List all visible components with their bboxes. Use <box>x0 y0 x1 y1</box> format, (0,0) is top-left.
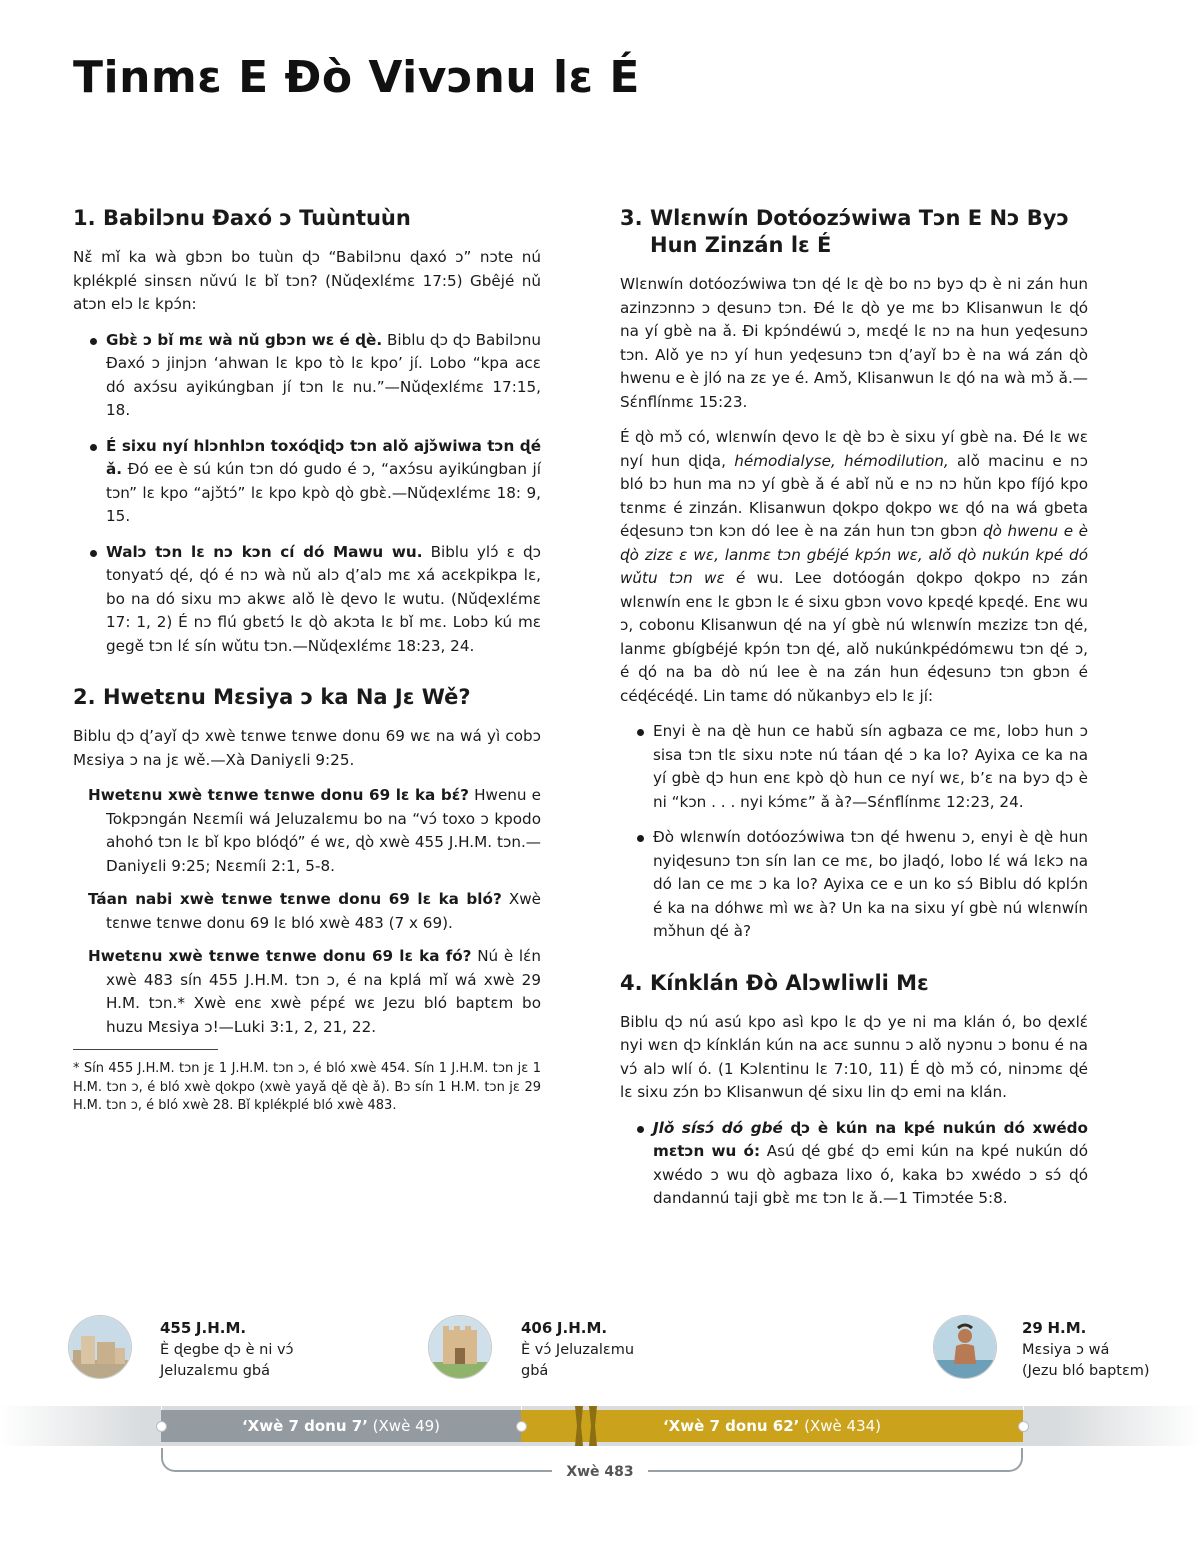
footnote-divider <box>73 1049 218 1050</box>
timeline-tick <box>1023 1398 1024 1410</box>
section-1-list <box>73 329 541 659</box>
section-1-heading: 1. Babilɔnu Ðaxó ɔ Tuùntuùn <box>73 206 411 230</box>
timeline-event-455: 455 J.H.M. È ɖegbe ɖɔ è ni vɔ́ Jeluzalɛmu gbá <box>160 1319 294 1379</box>
list-item: Ðò wlɛnwín dotóozɔ́wiwa tɔn ɖé hwenu ɔ, enyi è ɖè hun nyiɖesunɔ tɔn sín lan ce mɛ, bo jlaɖó, lobo lɛ́ wá lɛkɔ na dó lan ce mɛ ɔ ka lo? Ayixa ce e un ko sɔ́ Biblu dó kplɔ́n é ka na dóhwɛ mì wɛ à? Un ka na sixu yí gbè nú wlɛnwín mɔ̌hun ɖé à? <box>635 826 1088 944</box>
section-2-intro: Biblu ɖɔ ɖ’ayǐ ɖɔ xwè tɛnwe tɛnwe donu 69 wɛ na wá yì cobɔ Mɛsiya ɔ na jɛ wě.—Xà Daniyɛli 9:25. <box>73 727 541 769</box>
page-title: Tinmɛ E Ðò Vivɔnu lɛ É <box>73 52 640 103</box>
section-4-paragraph: Biblu ɖɔ nú asú kpo asì kpo lɛ ɖɔ ye ni ma klán ó, bo ɖexlɛ́ nyi wɛn ɖɔ kínklán kún na acɛ sunnu ɔ alǒ nyɔnu ɔ bonu é na vɔ́ alɔ wlí ó. (1 Kɔlɛntinu lɛ 7:10, 11) É ɖò mɔ̌ có, ninɔmɛ ɖé lɛ sixu zɔ́n bɔ Klisanwun ɖé sixu lin ɖɔ emi na klán. <box>620 1012 1088 1101</box>
timeline-total-label: Xwè 483 <box>552 1464 648 1480</box>
section-4-heading: 4. Kínklán Ðò Alɔwliwli Mɛ <box>620 970 929 995</box>
timeline-dot <box>1018 1421 1029 1432</box>
list-item: É sixu nyí hlɔnhlɔn toxóɖiɖɔ tɔn alǒ ajɔ̌wiwa tɔn ɖé ǎ. Ðó ee è sú kún tɔn dó gudo é ɔ, “axɔ́su ayikúngban jí tɔn” lɛ kpo “ajɔ̌tɔ́” lɛ kpo kpò ɖò gbɛ̀.—Nǔɖexlɛ́mɛ 18: 9, 15. <box>88 435 541 529</box>
section-3-list <box>620 720 1088 944</box>
list-item: Enyi è na ɖè hun ce habǔ sín agbaza ce mɛ, lobɔ hun ɔ sisa tɔn tlɛ sixu nɔte nú táan ɖé ɔ ka lo? Ayixa ce ka na yí gbè ɖɔ hun enɛ kpò ɖò hun ce nyí wɛ, b’ɛ na byɔ ɖɔ è ni “kɔn . . . nyi kɔ́mɛ” ǎ à?—Sɛ́nflínmɛ 12:23, 24. <box>635 720 1088 814</box>
section-3-paragraph-1: Wlɛnwín dotóozɔ́wiwa tɔn ɖé lɛ ɖè bo nɔ byɔ ɖɔ è ni zán hun azinzɔnnɔ ɔ ɖesunɔ tɔn. Ðé lɛ ɖò ye mɛ bɔ Klisanwun lɛ ɖó na yí gbè na ǎ. Ði kpɔ́ndéwú ɔ, mɛɖé lɛ nɔ na hun yeɖesunɔ tɔn. Alǒ ye nɔ yí hun yeɖesunɔ tɔn ɖ’ayǐ bɔ è na wá zán ɖò hwenu e è jló na zɛ ye é. Amɔ̌, Klisanwun lɛ ɖó na wà mɔ̌ ǎ.—Sɛ́nflínmɛ 15:23. <box>620 275 1088 411</box>
ruined-wall-illustration <box>68 1315 132 1379</box>
timeline-tick <box>521 1398 522 1410</box>
timeline-segment-49-years: ‘Xwè 7 donu 7’ (Xwè 49) <box>161 1410 521 1442</box>
timeline <box>0 1310 1200 1500</box>
question-item: Táan nabi xwè tɛnwe tɛnwe donu 69 lɛ ka bló? Xwè tɛnwe tɛnwe donu 69 lɛ bló xwè 483 (7 x 69). <box>88 890 541 932</box>
timeline-tick <box>161 1398 162 1410</box>
list-item: Walɔ tɔn lɛ nɔ kɔn cí dó Mawu wu. Biblu ylɔ́ ɛ ɖɔ tonyatɔ́ ɖé, ɖó é nɔ wà nǔ alɔ ɖ’alɔ mɛ xá acɛkpikpa lɛ, bo na dó sixu mɔ akwɛ alǒ lè ɖevo lɛ wutu. (Nǔɖexlɛ́mɛ 17: 1, 2) É nɔ flú gbɛtɔ́ lɛ ɖò akɔta lɛ bǐ mɛ. Lobɔ kú mɛ gegě tɔn lɛ́ sín wǔtu tɔn.—Nǔɖexlɛ́mɛ 18:23, 24. <box>88 541 541 659</box>
section-2-heading: 2. Hwetɛnu Mɛsiya ɔ ka Na Jɛ Wě? <box>73 685 471 709</box>
timeline-dot <box>516 1421 527 1432</box>
timeline-event-29: 29 H.M. Mɛsiya ɔ wá (Jezu bló baptɛm) <box>1022 1319 1150 1379</box>
timeline-break-icon <box>569 1406 605 1446</box>
baptism-illustration <box>933 1315 997 1379</box>
right-column <box>620 205 1088 1223</box>
section-1-intro: Nɛ̌ mǐ ka wà gbɔn bo tuùn ɖɔ “Babilɔnu ɖaxó ɔ” nɔte nú kplékplé sinsɛn nǔvú lɛ bǐ tɔn? (Nǔɖexlɛ́mɛ 17:5) Gbêjé nǔ atɔn elɔ lɛ kpɔ́n: <box>73 248 541 313</box>
timeline-segment-434-years: ‘Xwè 7 donu 62’ (Xwè 434) <box>521 1410 1023 1442</box>
rebuilt-wall-illustration <box>428 1315 492 1379</box>
section-3-paragraph-2: É ɖò mɔ̌ có, wlɛnwín ɖevo lɛ ɖè bɔ è sixu yí gbè na. Ðé lɛ wɛ nyí hun ɖiɖa, hémodialyse, hémodilution, alǒ macinu e nɔ bló bɔ hun ma nɔ yí gbè ǎ é abǐ nǔ e nɔ nɔ hǔn kpo fíjó kpo tɛnmɛ é zinzán. Klisanwun ɖokpo ɖokpo wɛ ɖó na wá gbeta éɖesunɔ tɔn kɔn dó lee è na zán hun tɔn gbɔn ɖò hwenu e è ɖò zizɛ ɛ wɛ, lanmɛ tɔn gbéjé kpɔ́n wɛ, alǒ ɖò nukún kpé dó wǔtu tɔn wɛ é wu. Lee dotóogán ɖokpo ɖokpo nɔ zán wlɛnwín enɛ lɛ gbɔn lɛ é sixu gbɔn vovo kpɛɖé kpɛɖé. Enɛ wu ɔ, cobonu Klisanwun ɖé na yí gbè nú wlɛnwín mɛzizɛ tɔn ɖé, lanmɛ gbígbéjé kpɔ́n tɔn ɖé, alǒ nukúnkpédómɛwu tɔn ɖé ɔ, é ɖó na ba dò nú lee è na zán hun éɖesunɔ tɔn gbɔn é céɖécéɖé. Lin tamɛ dó nǔkanbyɔ elɔ lɛ jí: <box>620 428 1088 705</box>
section-3-heading: 3. Wlɛnwín Dotóozɔ́wiwa Tɔn E Nɔ Byɔ Hun Zinzán lɛ É <box>620 206 1069 257</box>
timeline-dot <box>156 1421 167 1432</box>
question-item: Hwetɛnu xwè tɛnwe tɛnwe donu 69 lɛ ka fó? Nú è lɛ́n xwè 483 sín 455 J.H.M. tɔn ɔ, é na kplá mǐ wá xwè 29 H.M. tɔn.* Xwè enɛ xwè pɛ́pɛ́ wɛ Jezu bló baptɛm bo huzu Mɛsiya ɔ!—Luki 3:1, 2, 21, 22. <box>88 947 541 1036</box>
left-column <box>73 205 541 1116</box>
section-4-list <box>620 1117 1088 1211</box>
list-item: Jlǒ sísɔ́ dó gbé ɖɔ è kún na kpé nukún dó xwédo mɛtɔn wu ó: Asú ɖé gbɛ́ ɖɔ emi kún na kpé nukún dó xwédo ɔ wu ɖò agbaza lixo ó, kaka bɔ xwédo ɔ sɔ́ ɖó dandannú taji gbɛ̀ mɛ tɔn lɛ ǎ.—1 Timɔtée 5:8. <box>635 1117 1088 1211</box>
timeline-event-406: 406 J.H.M. È vɔ́ Jeluzalɛmu gbá <box>521 1319 635 1379</box>
list-item: Gbɛ̀ ɔ bǐ mɛ wà nǔ gbɔn wɛ é ɖè. Biblu ɖɔ ɖɔ Babilɔnu Ðaxó ɔ jinjɔn ‘ahwan lɛ kpo tò lɛ kpo’ jí. Lobo “kpa acɛ dó axɔ́su ayikúngban jí tɔn lɛ nu.”—Nǔɖexlɛ́mɛ 17:15, 18. <box>88 329 541 423</box>
footnote: * Sín 455 J.H.M. tɔn jɛ 1 J.H.M. tɔn ɔ, é bló xwè 454. Sín 1 J.H.M. tɔn jɛ 1 H.M. tɔn ɔ, é bló xwè ɖokpo (xwè yayǎ ɖě ɖè ǎ). Bɔ sín 1 H.M. tɔn jɛ 29 H.M. tɔn ɔ, é bló xwè 28. Bǐ kplékplé bló xwè 483. <box>73 1061 541 1113</box>
question-item: Hwetɛnu xwè tɛnwe tɛnwe donu 69 lɛ ka bɛ́? Hwenu e Tokpɔngán Nɛɛmíi wá Jeluzalɛmu bo na “vɔ́ toxo ɔ kpodo ahohó tɔn lɛ bǐ kpo blóɖó” é wɛ, ɖò xwè 455 J.H.M. tɔn.—Daniyɛli 9:25; Nɛɛmíi 2:1, 5-8. <box>88 786 542 875</box>
